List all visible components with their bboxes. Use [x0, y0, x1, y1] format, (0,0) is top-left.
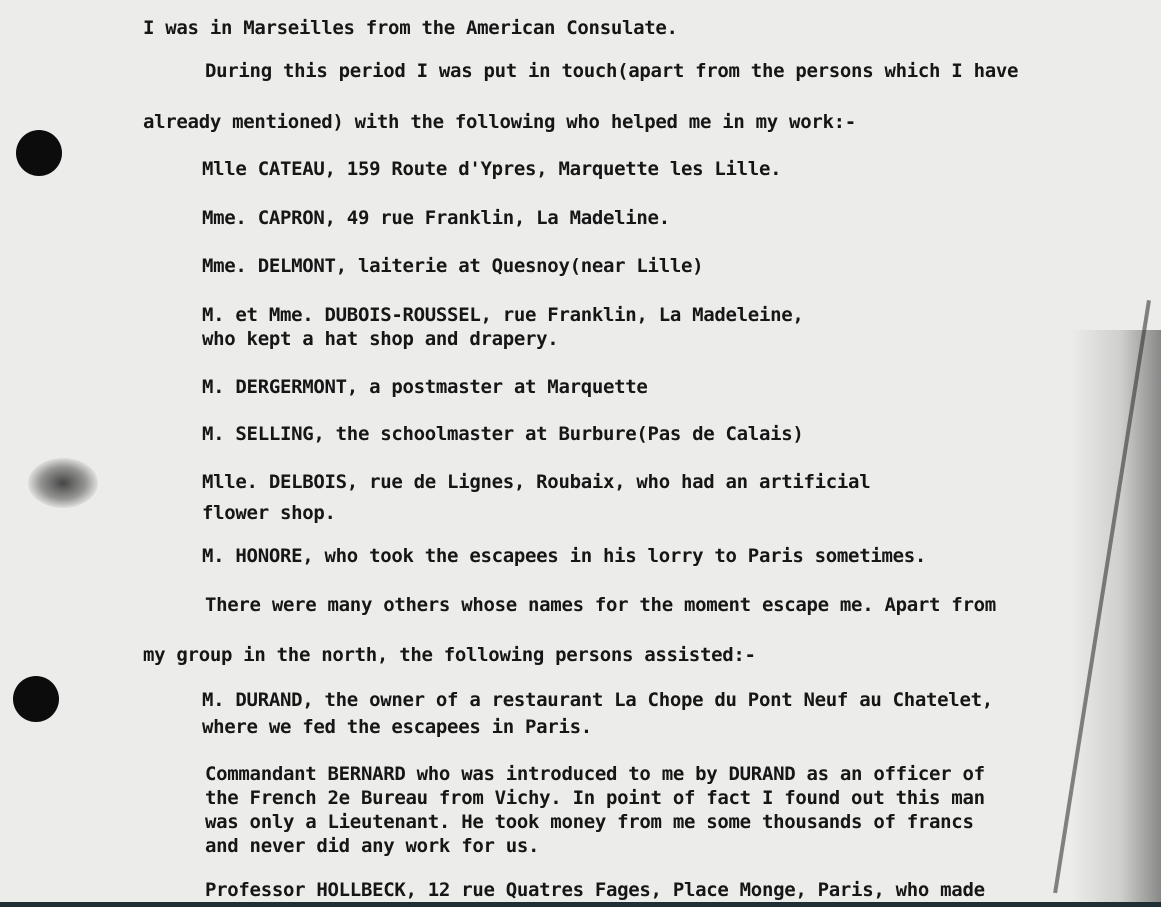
text-line: I was in Marseilles from the American Consulate. — [143, 17, 678, 39]
text-line: Commandant BERNARD who was introduced to me by DURAND as an officer of — [205, 763, 985, 785]
text-line: Mme. CAPRON, 49 rue Franklin, La Madeline. — [202, 207, 670, 229]
text-line: There were many others whose names for the moment escape me. Apart from — [205, 594, 996, 616]
text-line: Mlle CATEAU, 159 Route d'Ypres, Marquette les Lille. — [202, 158, 782, 180]
text-line: M. HONORE, who took the escapees in his lorry to Paris sometimes. — [202, 545, 927, 567]
text-line: where we fed the escapees in Paris. — [202, 716, 592, 738]
text-line: M. DURAND, the owner of a restaurant La Chope du Pont Neuf au Chatelet, — [202, 689, 993, 711]
text-line: my group in the north, the following persons assisted:- — [143, 644, 756, 666]
punch-hole — [13, 676, 59, 722]
text-line: Professor HOLLBECK, 12 rue Quatres Fages, Place Monge, Paris, who made — [205, 879, 985, 901]
text-line: and never did any work for us. — [205, 835, 540, 857]
text-line: During this period I was put in touch(apart from the persons which I have — [205, 60, 1019, 82]
text-line: M. SELLING, the schoolmaster at Burbure(Pas de Calais) — [202, 423, 804, 445]
text-line: was only a Lieutenant. He took money from me some thousands of francs — [205, 811, 974, 833]
punch-hole — [16, 130, 62, 176]
bottom-bar — [0, 902, 1161, 907]
text-line: Mme. DELMONT, laiterie at Quesnoy(near Lille) — [202, 255, 704, 277]
text-line: Mlle. DELBOIS, rue de Lignes, Roubaix, who had an artificial — [202, 471, 871, 493]
text-line: M. DERGERMONT, a postmaster at Marquette — [202, 376, 648, 398]
text-line: flower shop. — [202, 502, 336, 524]
text-line: M. et Mme. DUBOIS-ROUSSEL, rue Franklin, La Madeleine, — [202, 304, 804, 326]
text-line: who kept a hat shop and drapery. — [202, 328, 559, 350]
ink-smudge — [28, 458, 98, 508]
text-line: already mentioned) with the following who helped me in my work:- — [143, 111, 856, 133]
page-edge-shadow — [1071, 330, 1161, 907]
text-line: the French 2e Bureau from Vichy. In point of fact I found out this man — [205, 787, 985, 809]
